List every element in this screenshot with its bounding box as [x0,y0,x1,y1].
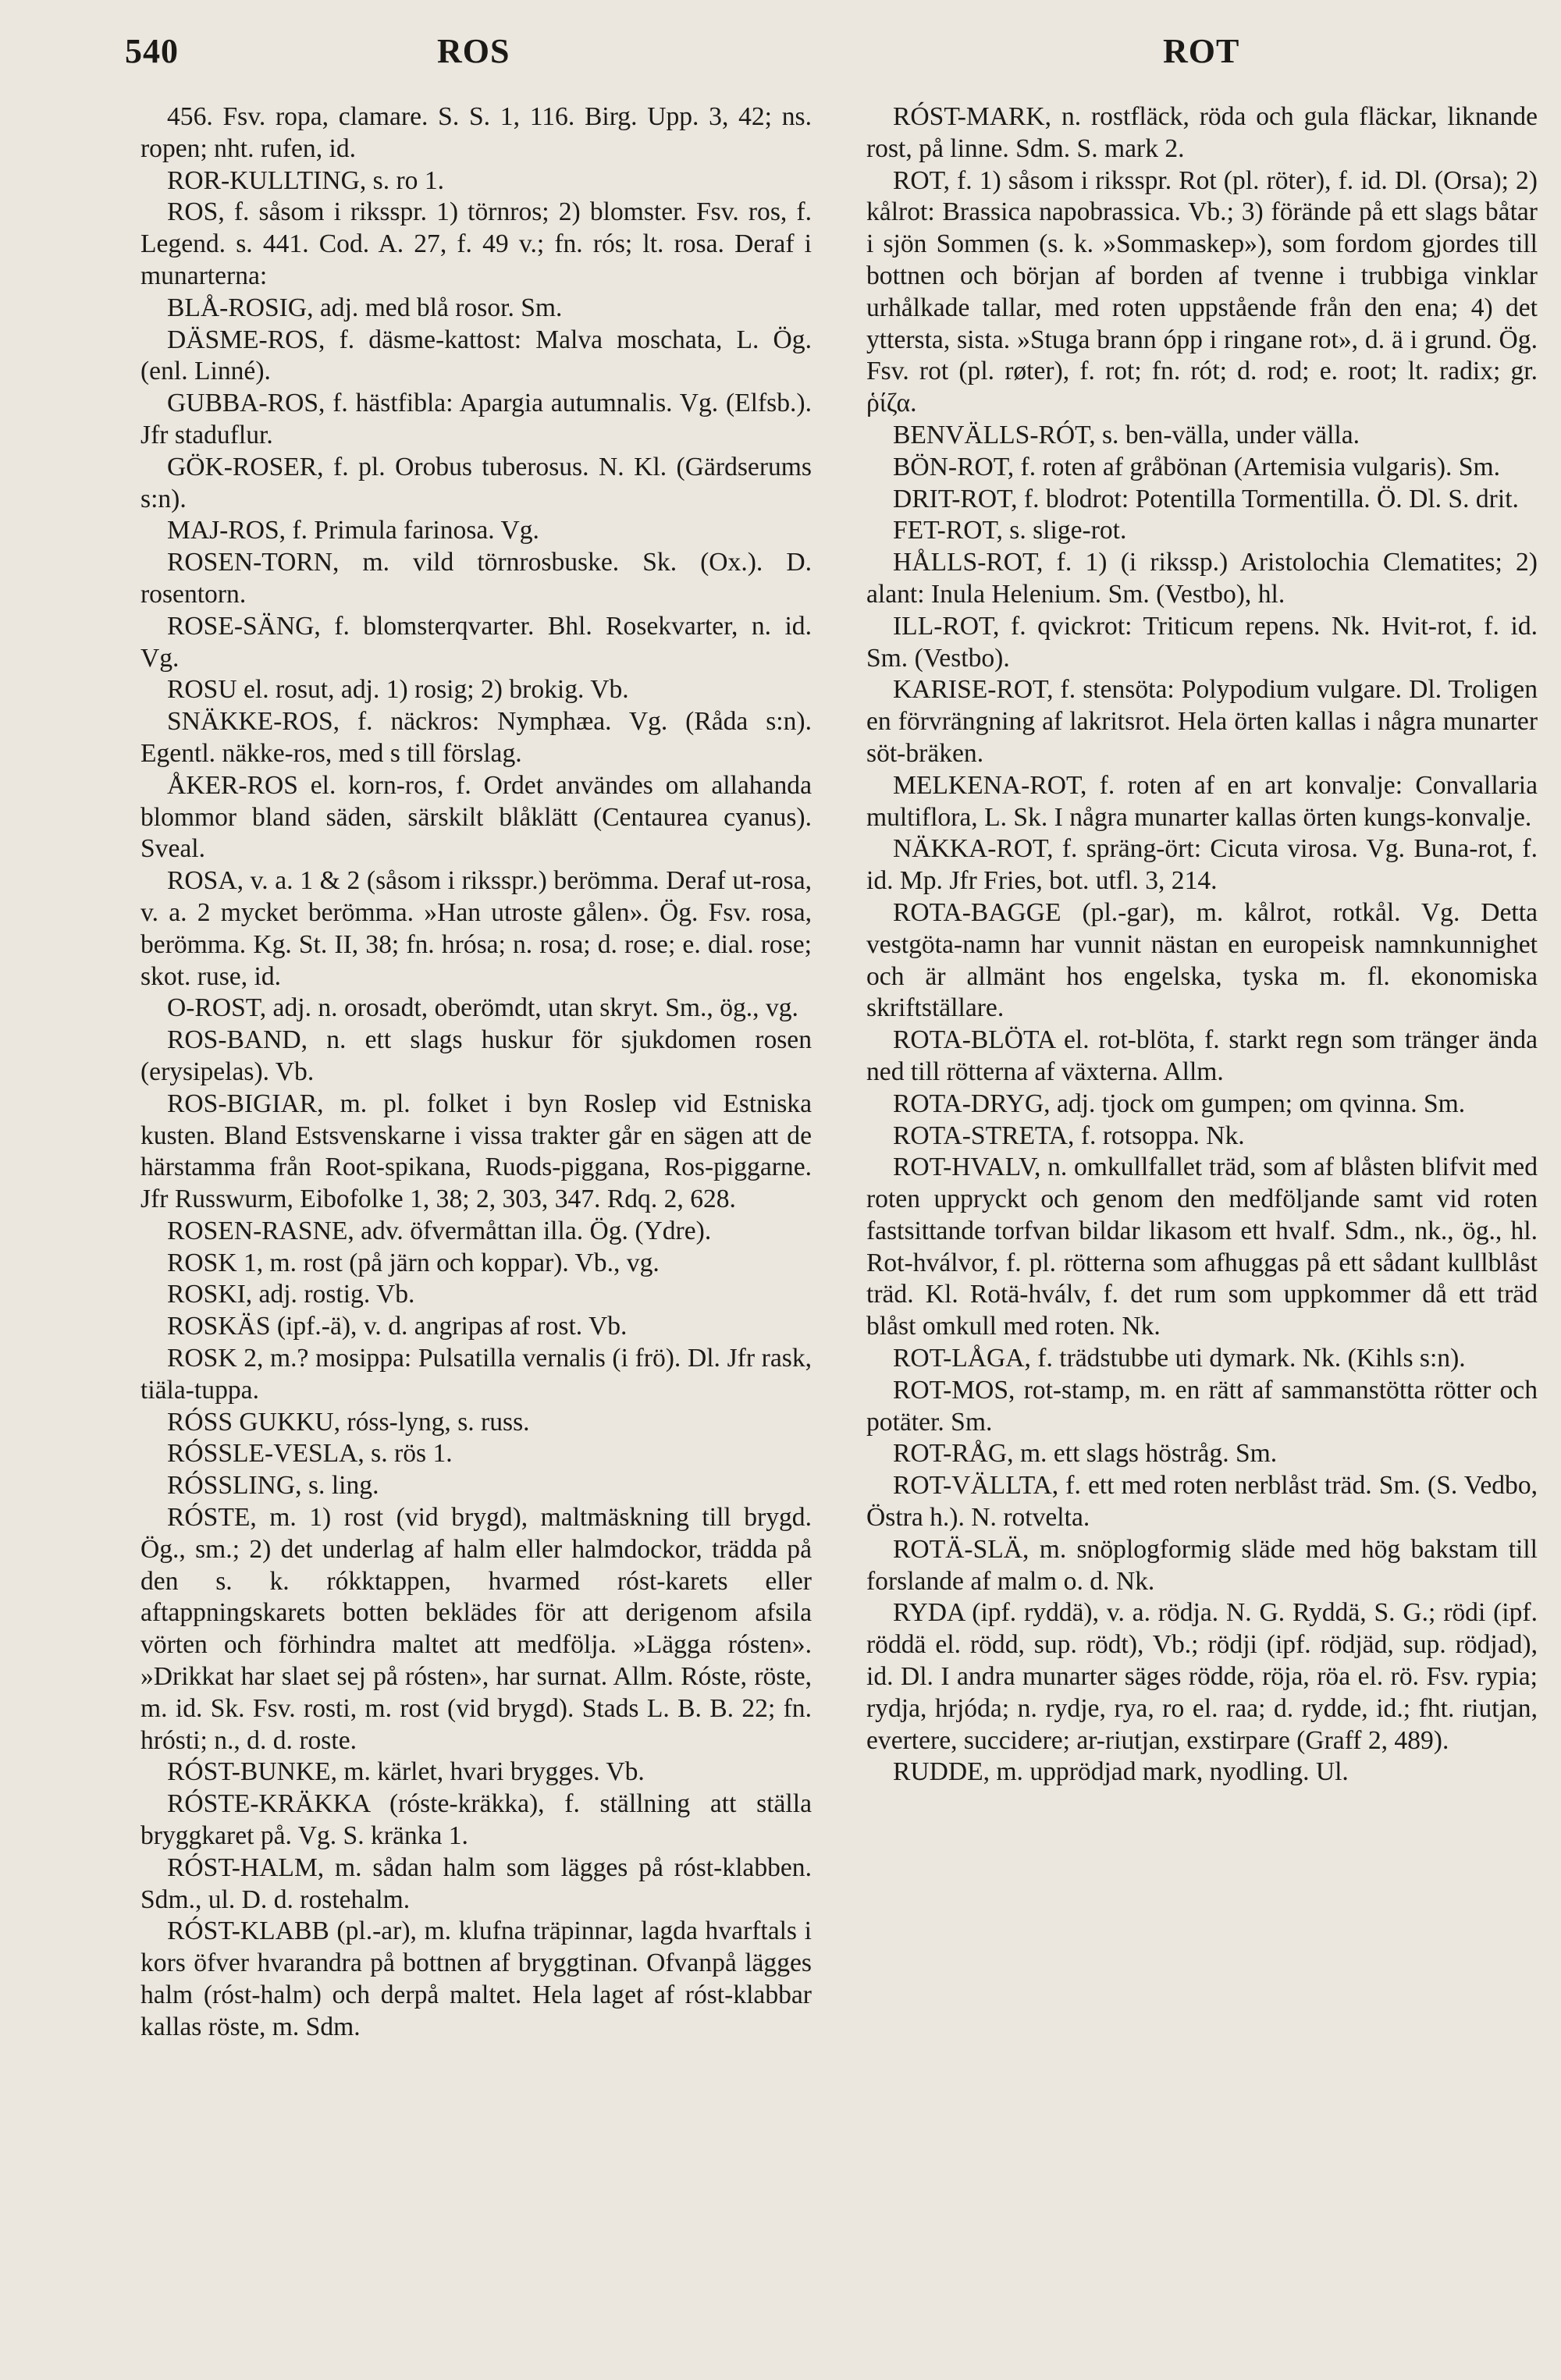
dictionary-entry: ROSKÄS (ipf.-ä), v. d. angripas af rost. Vb. [167,1312,628,1341]
left-column [140,101,812,2349]
dictionary-entry: BÖN-ROT, f. roten af gråbönan (Artemisia vulgaris). Sm. [893,452,1501,481]
dictionary-entry: GUBBA-ROS, f. hästfibla: Apargia autumnalis. Vg. (Elfsb.). Jfr staduflur. [140,389,812,449]
dictionary-entry: ROS-BAND, n. ett slags huskur för sjukdomen rosen (erysipelas). Vb. [140,1025,812,1086]
dictionary-entry: ROSK 2, m.? mosippa: Pulsatilla vernalis (i frö). Dl. Jfr rask, tiäla-tuppa. [140,1344,812,1405]
dictionary-entry: ROT, f. 1) såsom i riksspr. Rot (pl. röter), f. id. Dl. (Orsa); 2) kålrot: Brassica napobrassica. Vb.; 3) förände på ett slags båtar i sjön Sommen (s. k. »Sommaskep»), som fordom gjordes till bottnen och början af borden af tvenne i trubbiga vinklar urhålkade tallar, med roten uppstående från den ena; 4) det yttersta, sista. »Stuga brann ópp i ringane rot», d. ä i grund. Ög. Fsv. rot (pl. røter), f. rot; fn. rót; d. rod; e. root; lt. radix; gr. ῥίζα. [866,165,1538,418]
dictionary-entry: RYDA (ipf. ryddä), v. a. rödja. N. G. Ryddä, S. G.; rödi (ipf. röddä el. rödd, sup. rödt), Vb.; rödji (ipf. rödjäd, sup. rödjad), id. Dl. I andra munarter säges rödde, röja, röa el. rö. Fsv. rypia; rydja, hrjóda; n. rydje, rya, ro el. raa; d. rydde, id.; fht. riutjan, evertere, succidere; ar-riutjan, exstirpare (Graff 2, 489). [866,1598,1538,1755]
dictionary-entry: RÓSTE, m. 1) rost (vid brygd), maltmäskning till brygd. Ög., sm.; 2) det underlag af halm eller halmdockor, trädda på den s. k. rókktappen, hvarmed róst-karets eller aftappningskarets botten beklädes för att derigenom afsila vörten och förhindra maltet att medfölja. »Lägga rósten». »Drikkat har slaet sej på rósten», har surnat. Allm. Róste, röste, m. id. Sk. Fsv. rosti, m. rost (vid brygd). Stads L. B. B. 22; fn. hrósti; n., d. d. roste. [140,1503,812,1755]
page-header [0,31,1561,78]
dictionary-entry: ROSU el. rosut, adj. 1) rosig; 2) brokig. Vb. [167,675,629,705]
dictionary-entry: GÖK-ROSER, f. pl. Orobus tuberosus. N. Kl. (Gärdserums s:n). [140,452,812,513]
dictionary-entry: NÄKKA-ROT, f. spräng-ört: Cicuta virosa. Vg. Buna-rot, f. id. Mp. Jfr Fries, bot. utfl. 3, 214. [866,834,1538,896]
dictionary-entry: RÓST-MARK, n. rostfläck, röda och gula fläckar, liknande rost, på linne. Sdm. S. mark 2. [866,102,1538,163]
dictionary-entry: ROT-HVALV, n. omkullfallet träd, som af blåsten blifvit med roten uppryckt och genom den medföljande samt vid roten fastsittande torfvan bildar likasom ett hvalf. Sdm., nk., ög., hl. Rot-hválvor, f. pl. rötterna som afhuggas på ett sådant kullblåst träd. Kl. Rotä-hválv, f. det rum som uppkommer då ett träd blåst omkull med roten. Nk. [866,1153,1538,1341]
dictionary-entry: RUDDE, m. upprödjad mark, nyodling. Ul. [893,1757,1349,1787]
dictionary-entry: RÓSTE-KRÄKKA (róste-kräkka), f. ställning att ställa bryggkaret på. Vg. S. kränka 1. [140,1789,812,1851]
dictionary-entry: ROT-MOS, rot-stamp, m. en rätt af sammanstötta rötter och potäter. Sm. [866,1375,1538,1437]
left-running-head: ROS [437,32,510,70]
dictionary-entry: RÓST-KLABB (pl.-ar), m. klufna träpinnar, lagda hvarftals i kors öfver hvarandra på bottnen af bryggtinan. Ofvanpå lägges halm (róst-halm) och derpå maltet. Hela laget af róst-klabbar kallas röste, m. Sdm. [140,1916,812,2041]
dictionary-entry: BENVÄLLS-RÓT, s. ben-välla, under välla. [893,420,1360,449]
dictionary-entry: ROS, f. såsom i riksspr. 1) törnros; 2) blomster. Fsv. ros, f. Legend. s. 441. Cod. A. 27, f. 49 v.; fn. rós; lt. rosa. Deraf i munarterna: [140,197,812,290]
dictionary-entry: ROS-BIGIAR, m. pl. folket i byn Roslep vid Estniska kusten. Bland Estsvenskarne i vissa trakter går en sägen att de härstamma från Root-spikana, Ruods-piggana, Ros-piggarne. Jfr Russwurm, Eibofolke 1, 38; 2, 303, 347. Rdq. 2, 628. [140,1089,812,1214]
dictionary-entry: ROSA, v. a. 1 & 2 (såsom i riksspr.) berömma. Deraf ut-rosa, v. a. 2 mycket berömma. »Han utroste gålen». Ög. Fsv. rosa, berömma. Kg. St. II, 38; fn. hrósa; n. rosa; d. rose; e. dial. rose; skot. ruse, id. [140,866,812,991]
dictionary-entry: ILL-ROT, f. qvickrot: Triticum repens. Nk. Hvit-rot, f. id. Sm. (Vestbo). [866,611,1538,673]
dictionary-entry: ROT-LÅGA, f. trädstubbe uti dymark. Nk. (Kihls s:n). [893,1344,1466,1373]
dictionary-entry: ROSEN-TORN, m. vild törnrosbuske. Sk. (Ox.). D. rosentorn. [140,548,812,609]
dictionary-entry: MELKENA-ROT, f. roten af en art konvalje: Convallaria multiflora, L. Sk. I några munarter kallas örten kungs-konvalje. [866,770,1538,832]
dictionary-entry: SNÄKKE-ROS, f. näckros: Nymphæa. Vg. (Råda s:n). Egentl. näkke-ros, med s till förslag. [140,707,812,768]
dictionary-entry: ROTA-STRETA, f. rotsoppa. Nk. [893,1121,1245,1150]
right-running-head: ROT [1163,32,1240,70]
dictionary-entry: ROT-RÅG, m. ett slags höstråg. Sm. [893,1439,1278,1469]
dictionary-entry: DRIT-ROT, f. blodrot: Potentilla Tormentilla. Ö. Dl. S. drit. [893,484,1519,513]
dictionary-entry: RÓST-HALM, m. sådan halm som lägges på róst-klabben. Sdm., ul. D. d. rostehalm. [140,1852,812,1914]
dictionary-entry: KARISE-ROT, f. stensöta: Polypodium vulgare. Dl. Troligen en förvrängning af lakritsrot. Hela örten kallas i några munarter söt-bräken. [866,675,1538,768]
dictionary-entry: ROTA-DRYG, adj. tjock om gumpen; om qvinna. Sm. [893,1089,1466,1118]
dictionary-entry: ROTA-BAGGE (pl.-gar), m. kålrot, rotkål. Vg. Detta vestgöta-namn har vunnit nästan en europeisk namnkunnighet och är allmänt hos engelska, tyska m. fl. ekonomiska skriftställare. [866,897,1538,1023]
dictionary-entry: ROR-KULLTING, s. ro 1. [167,165,445,195]
dictionary-entry: ROSEN-RASNE, adv. öfvermåttan illa. Ög. (Ydre). [167,1216,712,1245]
dictionary-entry: HÅLLS-ROT, f. 1) (i rikssp.) Aristolochia Clematites; 2) alant: Inula Helenium. Sm. (Vestbo), hl. [866,548,1538,609]
dictionary-entry: FET-ROT, s. slige-rot. [893,516,1127,545]
right-column [866,101,1538,2349]
dictionary-entry: ÅKER-ROS el. korn-ros, f. Ordet användes om allahanda blommor bland säden, särskilt blåklätt (Centaurea cyanus). Sveal. [140,770,812,864]
dictionary-entry: ROTÄ-SLÄ, m. snöplogformig släde med hög bakstam till forslande af malm o. d. Nk. [866,1534,1538,1596]
dictionary-entry: 456. Fsv. ropa, clamare. S. S. 1, 116. Birg. Upp. 3, 42; ns. ropen; nht. rufen, id. [140,102,812,163]
dictionary-entry: ROTA-BLÖTA el. rot-blöta, f. starkt regn som tränger ända ned till rötterna af växterna. Allm. [866,1025,1538,1086]
dictionary-entry: MAJ-ROS, f. Primula farinosa. Vg. [167,516,539,545]
dictionary-entry: ROT-VÄLLTA, f. ett med roten nerblåst träd. Sm. (S. Vedbo, Östra h.). N. rotvelta. [866,1471,1538,1533]
dictionary-entry: DÄSME-ROS, f. däsme-kattost: Malva moschata, L. Ög. (enl. Linné). [140,325,812,386]
page-number: 540 [125,32,179,70]
dictionary-entry: ROSKI, adj. rostig. Vb. [167,1280,415,1309]
dictionary-entry: BLÅ-ROSIG, adj. med blå rosor. Sm. [167,293,563,322]
dictionary-entry: ROSE-SÄNG, f. blomsterqvarter. Bhl. Rosekvarter, n. id. Vg. [140,611,812,673]
dictionary-entry: RÓSSLE-VESLA, s. rös 1. [167,1439,453,1469]
dictionary-entry: RÓSS GUKKU, róss-lyng, s. russ. [167,1407,530,1437]
dictionary-entry: O-ROST, adj. n. orosadt, oberömdt, utan skryt. Sm., ög., vg. [167,993,798,1023]
dictionary-entry: RÓSSLING, s. ling. [167,1471,379,1501]
dictionary-entry: RÓST-BUNKE, m. kärlet, hvari brygges. Vb. [167,1757,645,1787]
dictionary-entry: ROSK 1, m. rost (på järn och koppar). Vb., vg. [167,1248,660,1277]
